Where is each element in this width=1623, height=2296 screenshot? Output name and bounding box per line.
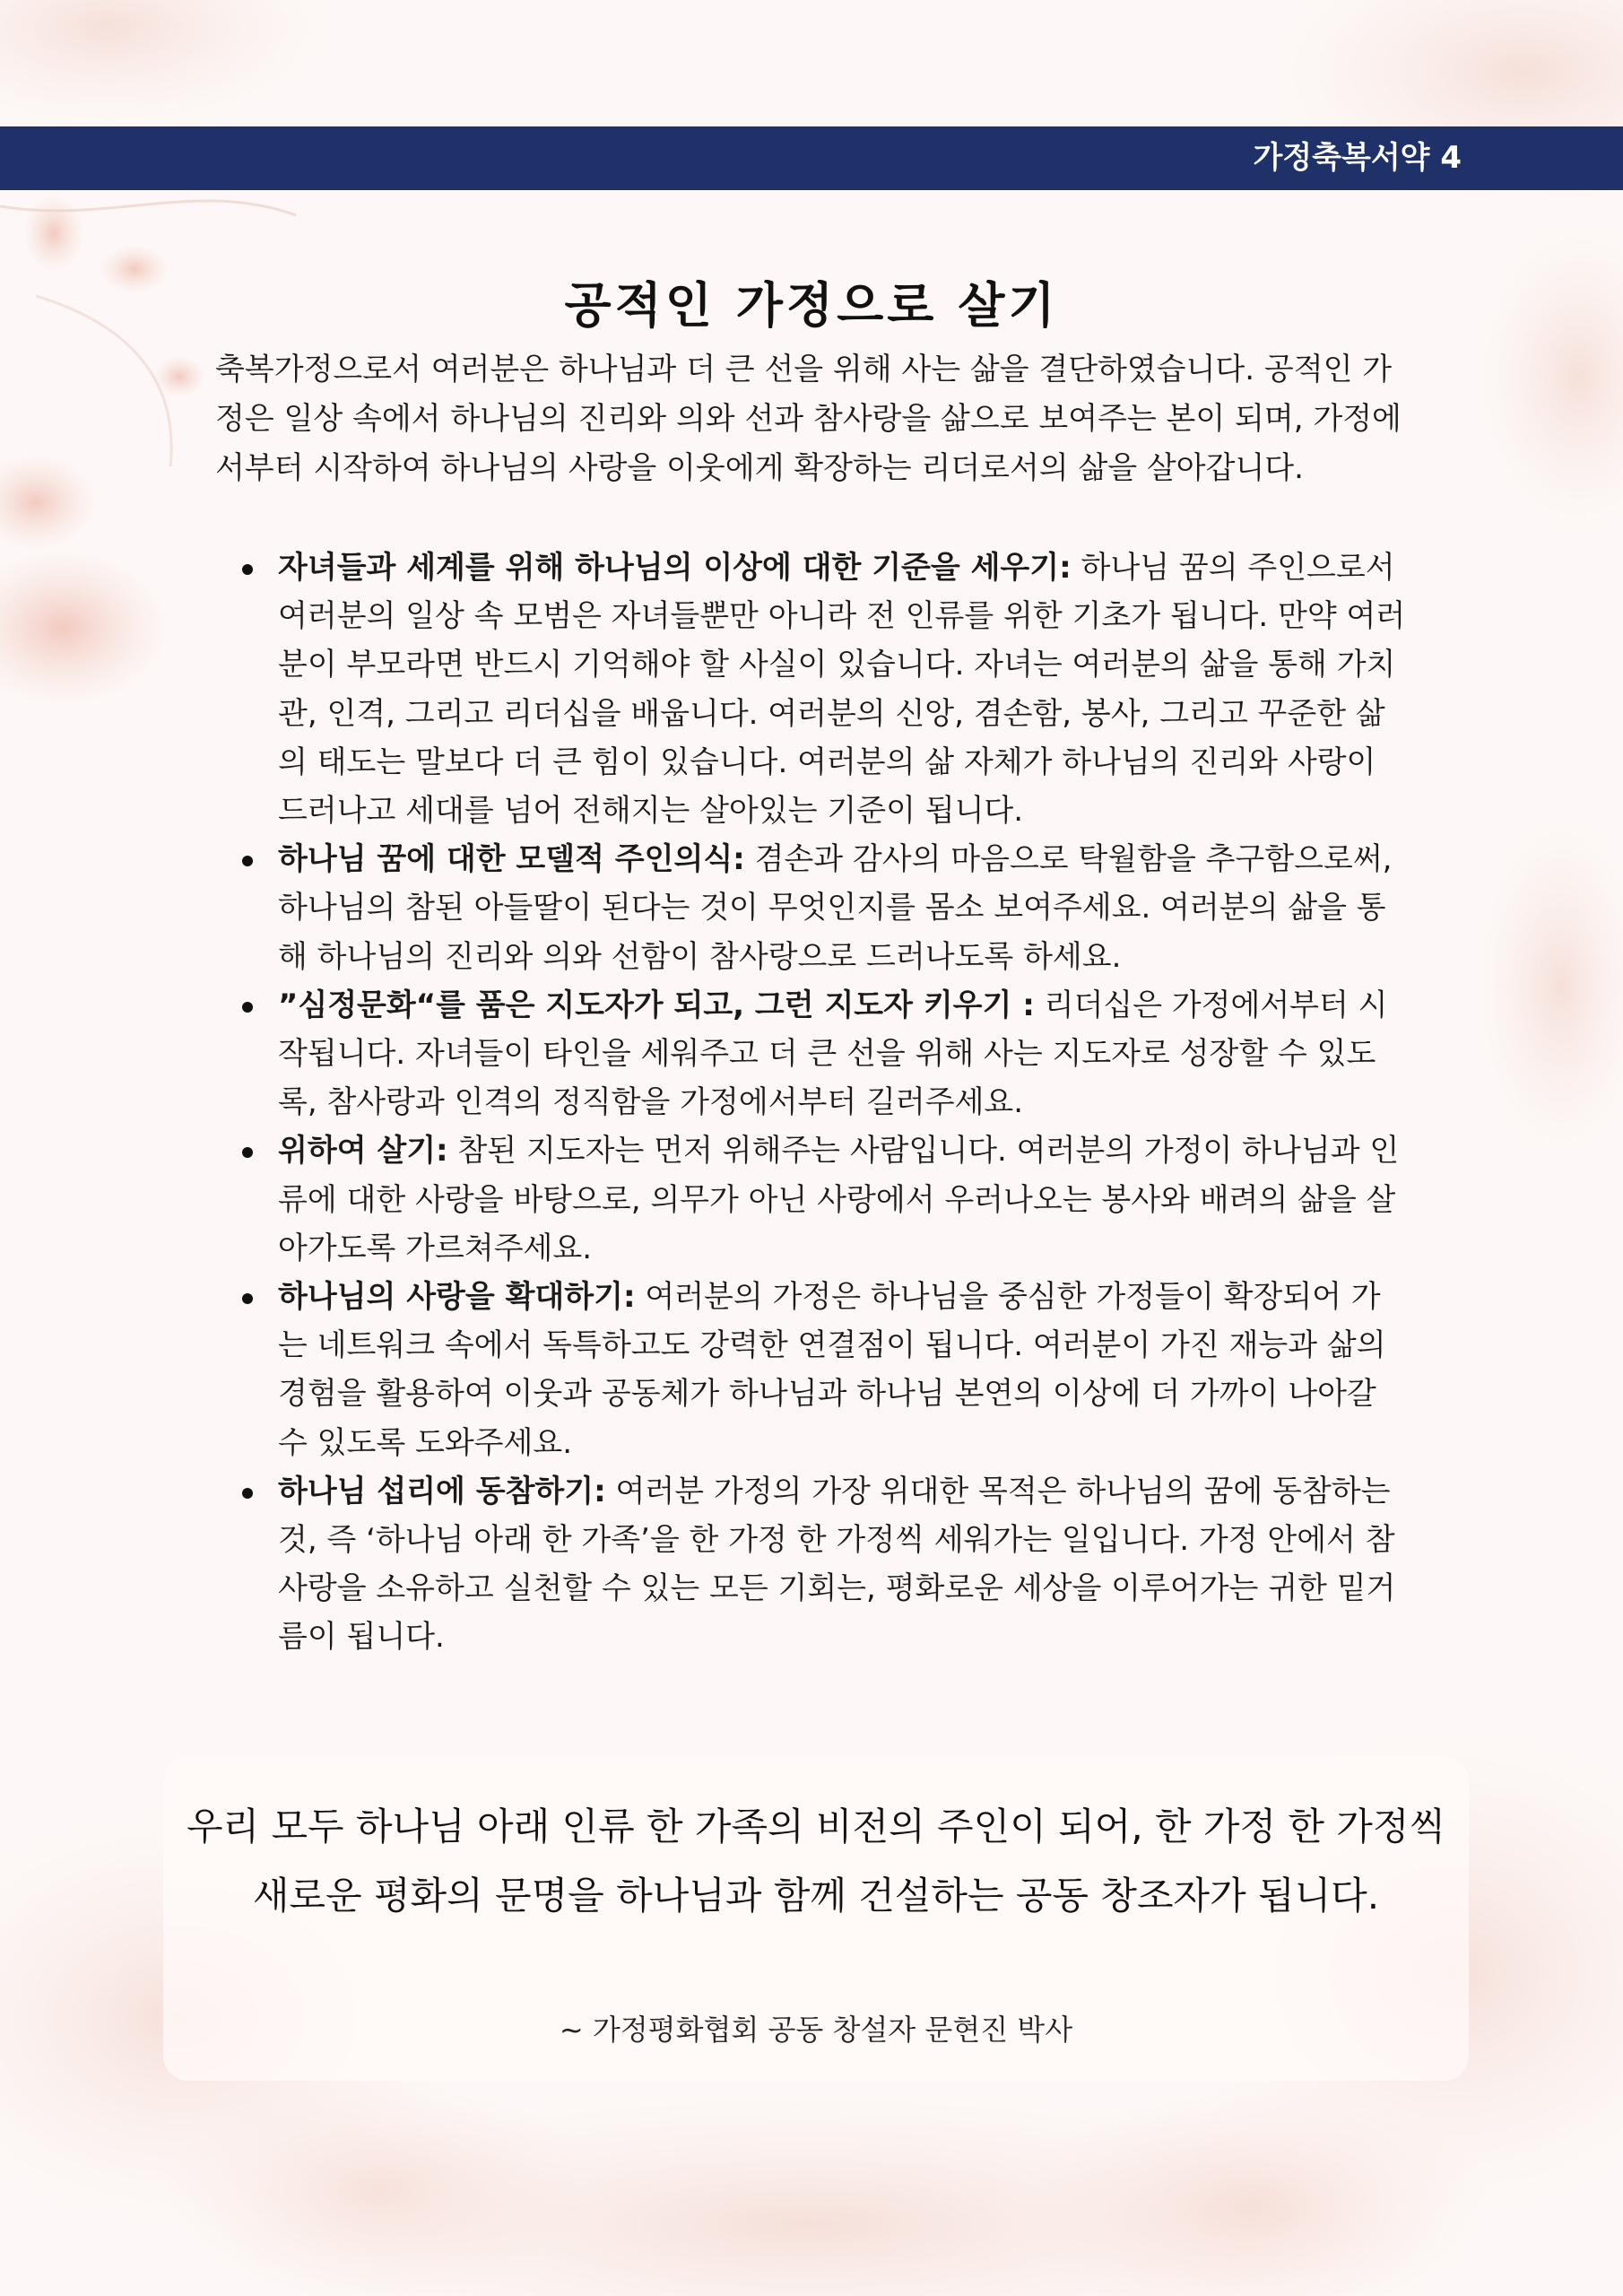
list-item — [242, 544, 1410, 835]
item-text: 여러분의 가정은 하나님을 중심한 가정들이 확장되어 가는 네트워크 속에서 독특하고도 강력한 연결점이 됩니다. 여러분이 가진 재능과 삶의 경험을 활용하여 이웃과 공동체가 하나님과 하나님 본연의 이상에 더 가까이 나아갈 수 있도록 도와주세요. — [278, 1279, 1386, 1461]
list-item — [242, 981, 1410, 1127]
header-band — [0, 126, 1623, 190]
quote-box — [163, 1756, 1469, 2081]
item-heading: 자녀들과 세계를 위해 하나님의 이상에 대한 기준을 세우기: — [278, 550, 1072, 586]
item-heading: 하나님의 사랑을 확대하기: — [278, 1279, 636, 1316]
list-item — [242, 1273, 1410, 1467]
page-title: 공적인 가정으로 살기 — [564, 276, 1059, 334]
item-heading: ”심정문화“를 품은 지도자가 되고, 그런 지도자 키우기 : — [278, 987, 1035, 1023]
header-label: 가정축복서약 4 — [1253, 140, 1462, 176]
item-text: 여러분 가정의 가장 위대한 목적은 하나님의 꿈에 동참하는 것, 즉 ‘하나님 아래 한 가족’을 한 가정 한 가정씩 세워가는 일입니다. 가정 안에서 참사랑을 소유하고 실천할 수 있는 모든 기회는, 평화로운 세상을 이루어가는 귀한 밑거름이 됩니다. — [278, 1473, 1396, 1656]
item-text: 리더십은 가정에서부터 시작됩니다. 자녀들이 타인을 세워주고 더 큰 선을 위해 사는 지도자로 성장할 수 있도록, 참사랑과 인격의 정직함을 가정에서부터 길러주세요. — [278, 987, 1388, 1121]
item-text: 참된 지도자는 먼저 위해주는 사람입니다. 여러분의 가정이 하나님과 인류에 대한 사랑을 바탕으로, 의무가 아닌 사랑에서 우러나오는 봉사와 배려의 삶을 살아가도록 가르쳐주세요. — [278, 1133, 1400, 1266]
intro-paragraph: 축복가정으로서 여러분은 하나님과 더 큰 선을 위해 사는 삶을 결단하였습니다. 공적인 가정은 일상 속에서 하나님의 진리와 의와 선과 참사랑을 삶으로 보여주는 본이 되며, 가정에서부터 시작하여 하나님의 사랑을 이웃에게 확장하는 리더로서의 삶을 살아갑니다. — [215, 352, 1402, 486]
list-item — [242, 1126, 1410, 1273]
item-text: 하나님 꿈의 주인으로서 여러분의 일상 속 모범은 자녀들뿐만 아니라 전 인류를 위한 기초가 됩니다. 만약 여러분이 부모라면 반드시 기억해야 할 사실이 있습니다. 자녀는 여러분의 삶을 통해 가치관, 인격, 그리고 리더십을 배웁니다. 여러분의 신앙, 겸손함, 봉사, 그리고 꾸준한 삶의 태도는 말보다 더 큰 힘이 있습니다. 여러분의 삶 자체가 하나님의 진리와 사랑이 드러나고 세대를 넘어 전해지는 살아있는 기준이 됩니다. — [278, 550, 1406, 830]
principles-list — [242, 544, 1410, 1662]
list-item — [242, 1467, 1410, 1662]
quote-attribution: ~ 가정평화협회 공동 창설자 문현진 박사 — [559, 2013, 1073, 2047]
quote-text: 우리 모두 하나님 아래 인류 한 가족의 비전의 주인이 되어, 한 가정 한 가정씩 새로운 평화의 문명을 하나님과 함께 건설하는 공동 창조자가 됩니다. — [186, 1805, 1446, 1918]
list-item — [242, 835, 1410, 981]
item-heading: 하나님 꿈에 대한 모델적 주인의식: — [278, 841, 745, 878]
item-heading: 위하여 살기: — [278, 1133, 448, 1170]
item-text: 겸손과 감사의 마음으로 탁월함을 추구함으로써, 하나님의 참된 아들딸이 된다는 것이 무엇인지를 몸소 보여주세요. 여러분의 삶을 통해 하나님의 진리와 의와 선함이 참사랑으로 드러나도록 하세요. — [278, 841, 1393, 975]
item-heading: 하나님 섭리에 동참하기: — [278, 1473, 606, 1509]
